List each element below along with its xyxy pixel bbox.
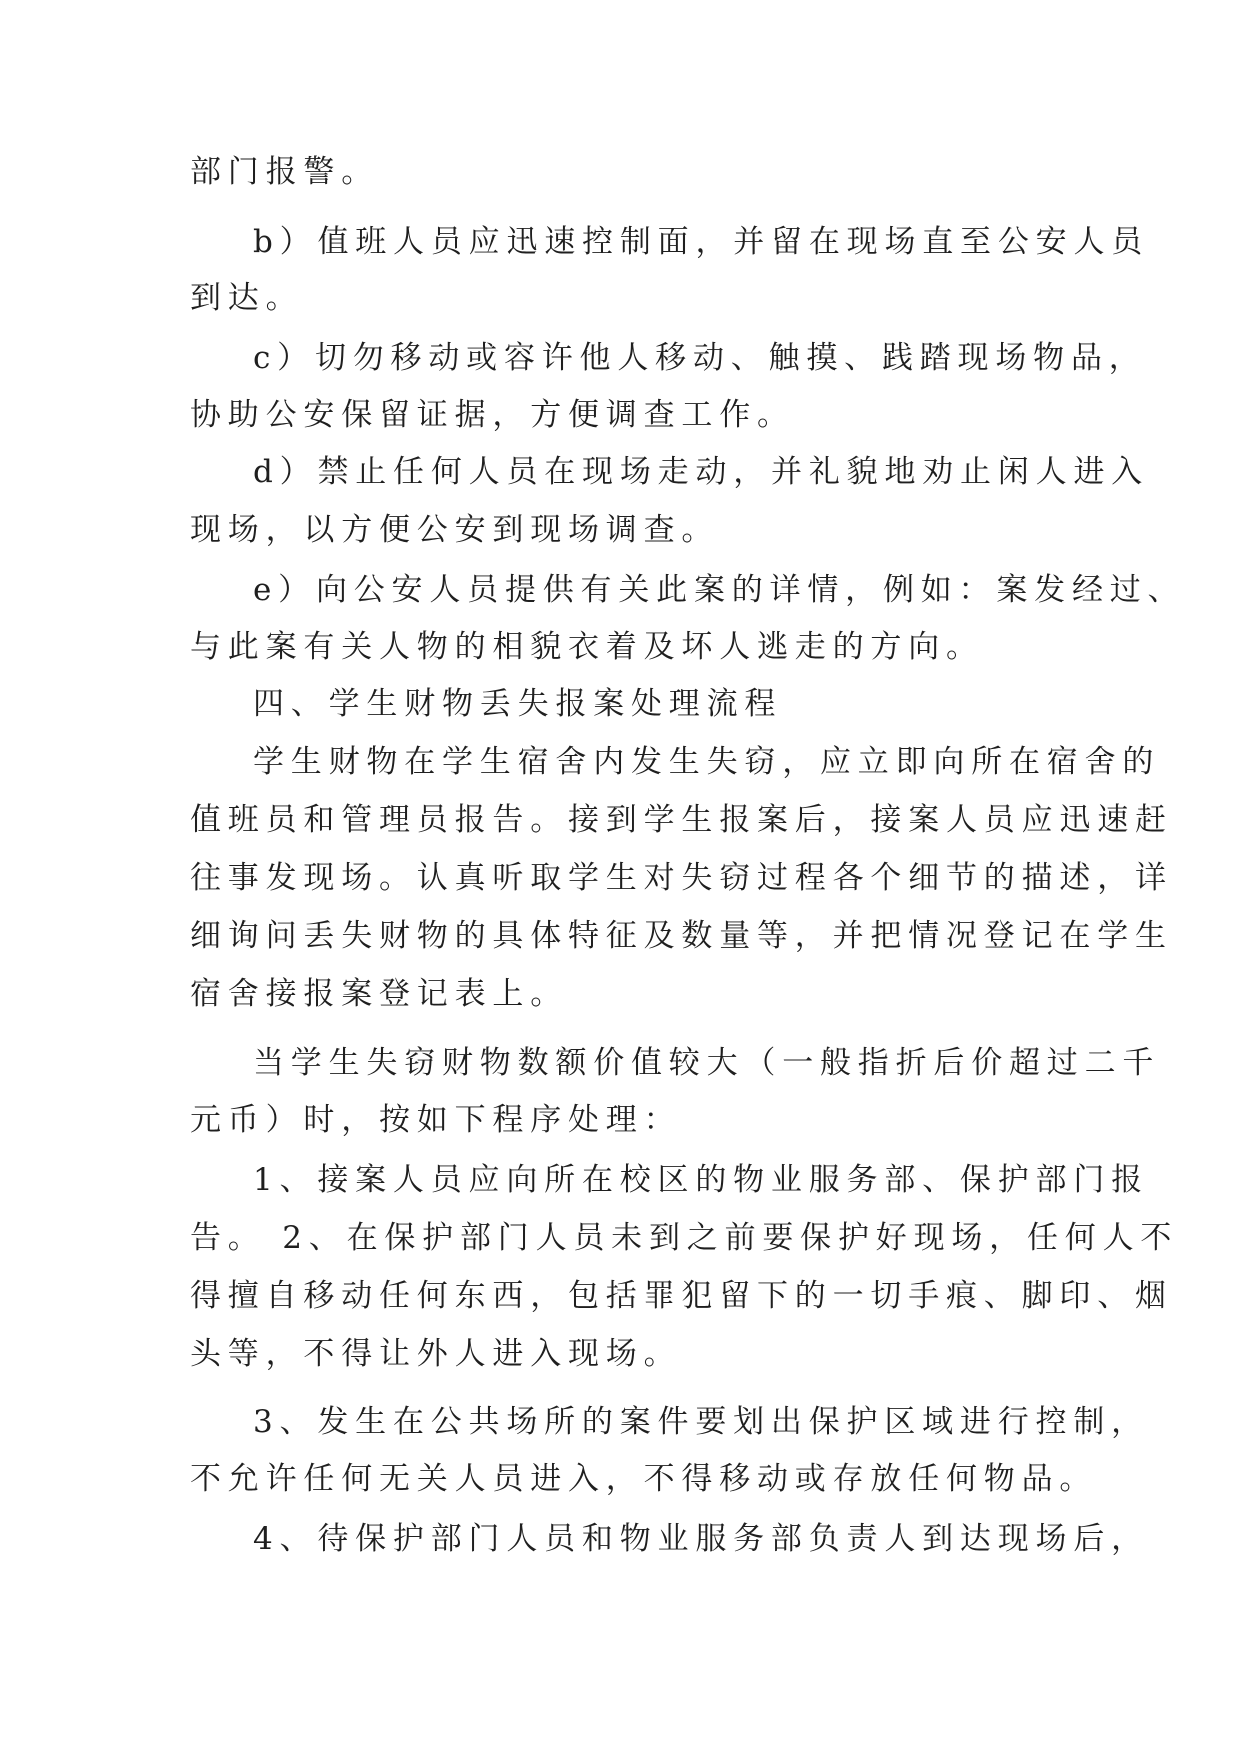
text-line: 告。 2、在保护部门人员未到之前要保护好现场，任何人不	[190, 1220, 1179, 1256]
section-heading: 四、学生财物丢失报案处理流程	[253, 686, 783, 722]
text-line: 元币）时，按如下程序处理：	[190, 1102, 682, 1138]
text-line: 不允许任何无关人员进入，不得移动或存放任何物品。	[190, 1461, 1098, 1497]
text-line: 1、接案人员应向所在校区的物业服务部、保护部门报	[253, 1162, 1149, 1198]
text-line: 学生财物在学生宿舍内发生失窃，应立即向所在宿舍的	[253, 744, 1161, 780]
text-line: 头等，不得让外人进入现场。	[190, 1336, 682, 1372]
text-line: 往事发现场。认真听取学生对失窃过程各个细节的描述，详	[190, 860, 1173, 896]
text-line: 值班员和管理员报告。接到学生报案后，接案人员应迅速赶	[190, 802, 1173, 838]
text-line: 协助公安保留证据，方便调查工作。	[190, 397, 795, 433]
text-line: 得擅自移动任何东西，包括罪犯留下的一切手痕、脚印、烟	[190, 1278, 1173, 1314]
text-line: 宿舍接报案登记表上。	[190, 976, 568, 1012]
text-line: d）禁止任何人员在现场走动，并礼貌地劝止闲人进入	[253, 454, 1150, 490]
text-line: 与此案有关人物的相貌衣着及坏人逃走的方向。	[190, 629, 984, 665]
text-line: 3、发生在公共场所的案件要划出保护区域进行控制，	[253, 1404, 1149, 1440]
text-line: 细询问丢失财物的具体特征及数量等，并把情况登记在学生	[190, 918, 1173, 954]
text-line: 现场，以方便公安到现场调查。	[190, 512, 720, 548]
text-line: 当学生失窃财物数额价值较大（一般指折后价超过二千	[253, 1045, 1161, 1081]
text-line: c）切勿移动或容许他人移动、触摸、践踏现场物品，	[253, 340, 1147, 376]
text-line: 部门报警。	[190, 154, 379, 190]
text-line: b）值班人员应迅速控制面，并留在现场直至公安人员	[253, 224, 1150, 260]
text-line: 4、待保护部门人员和物业服务部负责人到达现场后，	[253, 1521, 1149, 1557]
text-line: 到达。	[190, 280, 304, 316]
text-line: e）向公安人员提供有关此案的详情，例如：案发经过、	[253, 572, 1186, 608]
